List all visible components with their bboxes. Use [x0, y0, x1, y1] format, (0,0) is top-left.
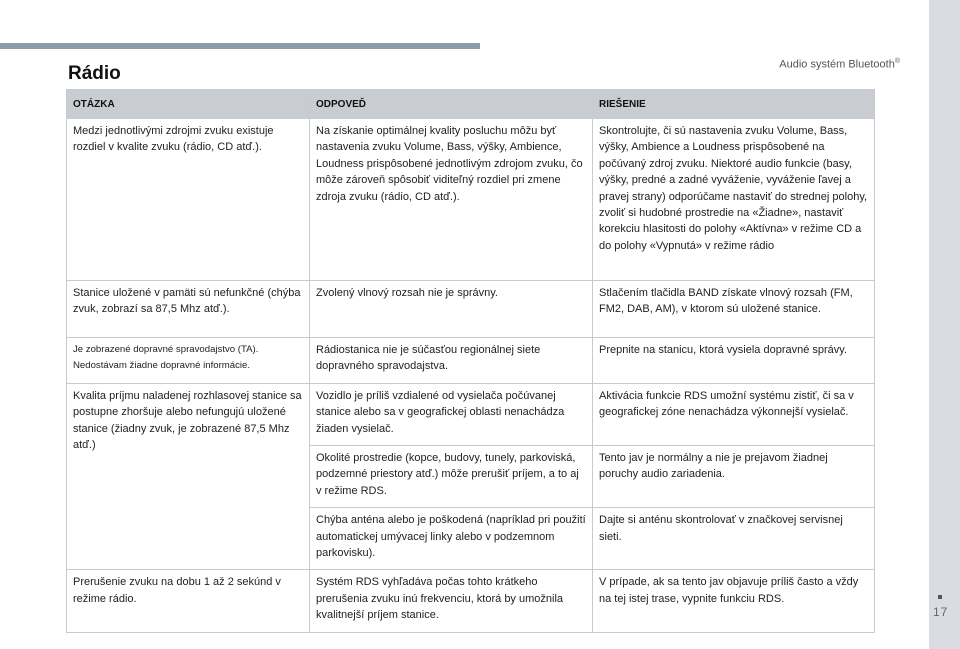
solution-cell: Skontrolujte, či sú nastavenia zvuku Volume, Bass, výšky, Ambience a Loudness prispôsobené na počúvaný zdroj zvuku. Niektoré audio funkcie (basy, výšky, predné a zadné vyváženie, vyváženie ľavej a pravej strany) odporúčame nastaviť do strednej polohy, zvoliť si hudobné prostredie na «Žiadne», nastaviť korekciu hlasitosti do polohy «Aktívna» v režime CD a do polohy «Vypnutá» v režime rádio: [593, 119, 875, 281]
answer-cell: Na získanie optimálnej kvality posluchu môžu byť nastavenia zvuku Volume, Bass, výšky, Ambience, Loudness prispôsobené jednotlivým zdrojom zvuku, čo môže zároveň spôsobiť viditeľný rozdiel pri zmene zdroja zvuku (rádio, CD atď.).: [310, 119, 593, 281]
solution-cell: Prepnite na stanicu, ktorá vysiela dopravné správy.: [593, 338, 875, 384]
solution-cell: V prípade, ak sa tento jav objavuje príliš často a vždy na tej istej trase, vypnite funkciu RDS.: [593, 570, 875, 632]
column-header-answer: ODPOVEĎ: [310, 90, 593, 119]
solution-cell: Tento jav je normálny a nie je prejavom žiadnej poruchy audio zariadenia.: [593, 446, 875, 508]
table-row: [67, 119, 875, 281]
page-title: Rádio: [68, 63, 121, 84]
page-marker-dot: [938, 595, 942, 599]
question-cell: Stanice uložené v pamäti sú nefunkčné (chýba zvuk, zobrazí sa 87,5 Mhz atď.).: [67, 281, 310, 338]
solution-cell: Dajte si anténu skontrolovať v značkovej servisnej sieti.: [593, 508, 875, 570]
registered-mark: ®: [894, 58, 900, 65]
table-row: [67, 281, 875, 338]
table-row: [67, 338, 875, 384]
page-number: 17: [933, 605, 949, 619]
header-bar: [0, 43, 480, 49]
table-header-row: [67, 90, 875, 119]
answer-cell: Vozidlo je príliš vzdialené od vysielača počúvanej stanice alebo sa v geografickej oblasti nenachádza žiaden vysielač.: [310, 383, 593, 445]
column-header-question: OTÁZKA: [67, 90, 310, 119]
answer-cell: Rádiostanica nie je súčasťou regionálnej siete dopravného spravodajstva.: [310, 338, 593, 384]
question-cell: Prerušenie zvuku na dobu 1 až 2 sekúnd v režime rádio.: [67, 570, 310, 632]
solution-cell: Stlačením tlačidla BAND získate vlnový rozsah (FM, FM2, DAB, AM), v ktorom sú uložené stanice.: [593, 281, 875, 338]
table-row: [67, 570, 875, 632]
question-cell: Kvalita príjmu naladenej rozhlasovej stanice sa postupne zhoršuje alebo nefungujú uložené stanice (žiadny zvuk, je zobrazené 87,5 Mhz atď.): [67, 383, 310, 570]
table-row: [67, 383, 875, 445]
answer-cell: Okolité prostredie (kopce, budovy, tunely, parkoviská, podzemné priestory atď.) môže prerušiť príjem, a to aj v režime RDS.: [310, 446, 593, 508]
column-header-solution: RIEŠENIE: [593, 90, 875, 119]
faq-table: [66, 89, 875, 633]
answer-cell: Zvolený vlnový rozsah nie je správny.: [310, 281, 593, 338]
answer-cell: Systém RDS vyhľadáva počas tohto krátkeho prerušenia zvuku inú frekvenciu, ktorá by umožnila kvalitnejší príjem stanice.: [310, 570, 593, 632]
section-title: Audio systém Bluetooth®: [779, 58, 900, 71]
question-cell: Je zobrazené dopravné spravodajstvo (TA). Nedostávam žiadne dopravné informácie.: [67, 338, 310, 384]
answer-cell: Chýba anténa alebo je poškodená (napríklad pri použití automatickej umývacej linky alebo v podzemnom parkovisku).: [310, 508, 593, 570]
page-edge-tab: [929, 0, 960, 649]
question-cell: Medzi jednotlivými zdrojmi zvuku existuje rozdiel v kvalite zvuku (rádio, CD atď.).: [67, 119, 310, 281]
solution-cell: Aktivácia funkcie RDS umožní systému zistiť, či sa v geografickej zóne nenachádza výkonnejší vysielač.: [593, 383, 875, 445]
